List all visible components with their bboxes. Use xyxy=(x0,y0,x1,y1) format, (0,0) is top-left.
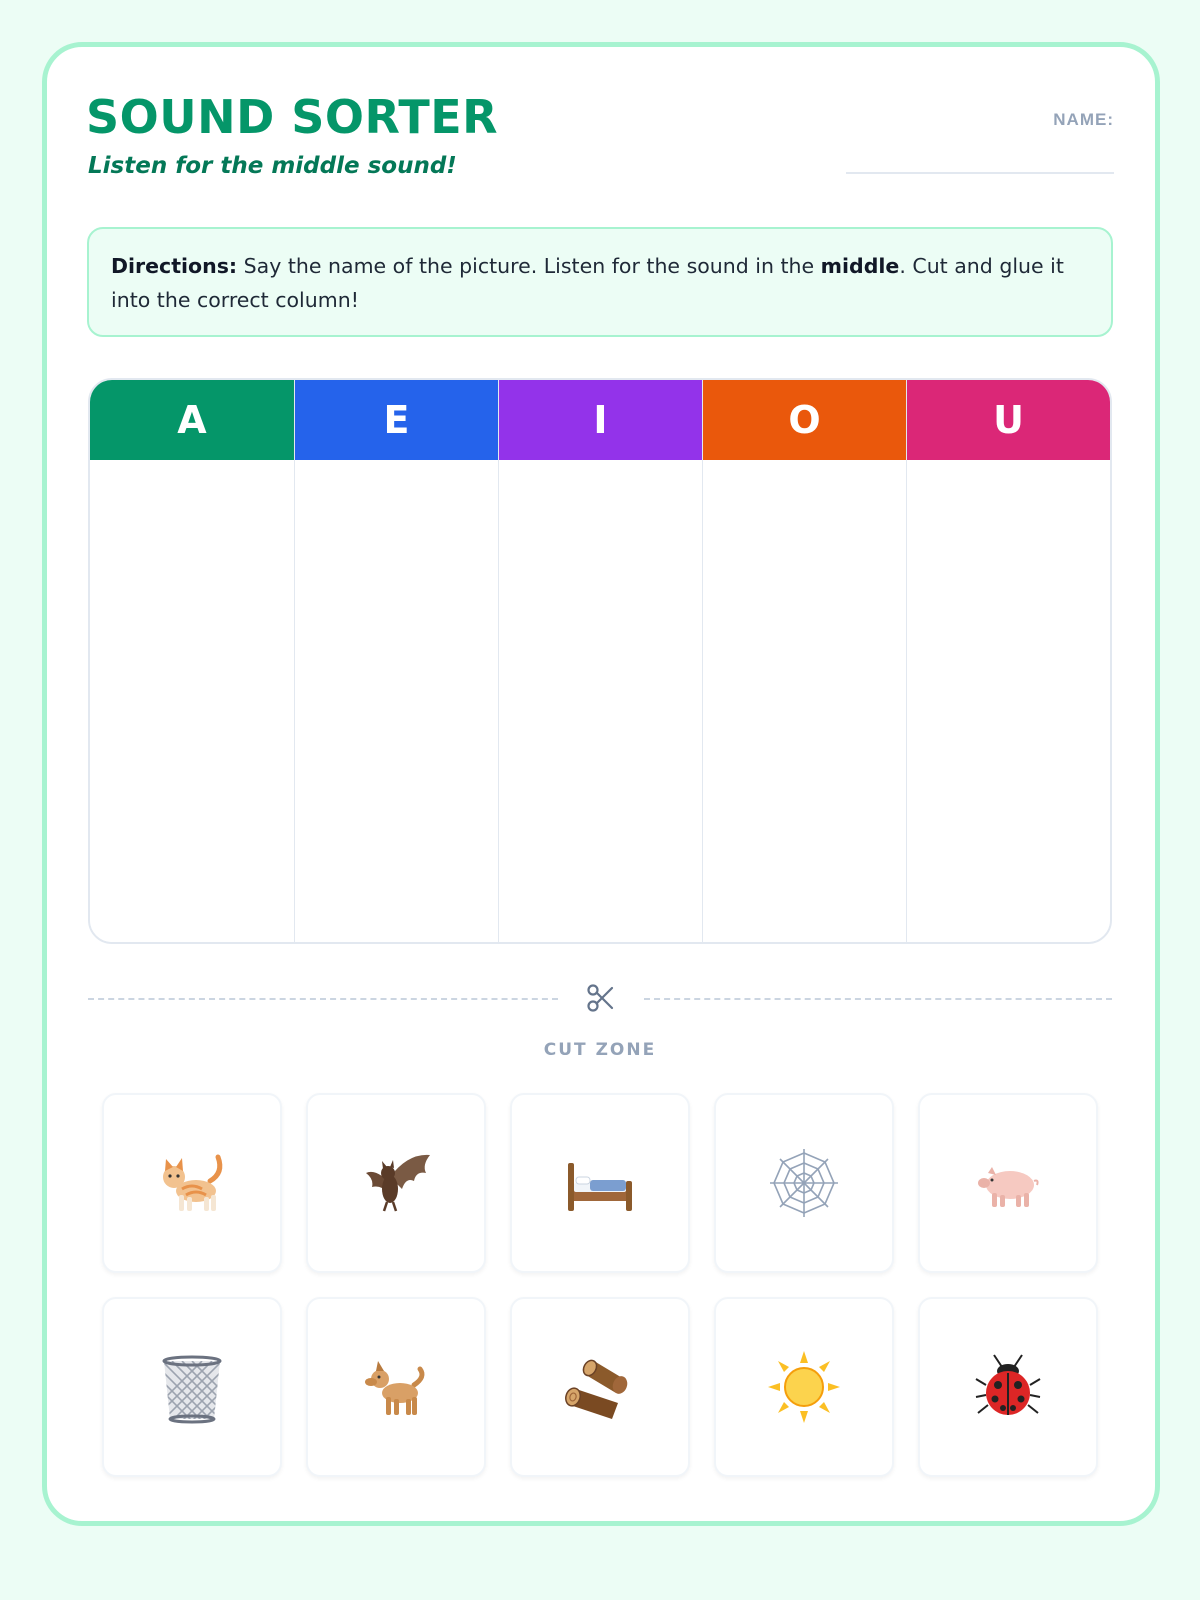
column-drop-area-o[interactable] xyxy=(703,460,906,942)
spider-web-icon xyxy=(764,1143,844,1223)
picture-card-basket[interactable] xyxy=(102,1297,282,1477)
page-subtitle: Listen for the middle sound! xyxy=(88,153,457,179)
bat-icon xyxy=(356,1143,436,1223)
picture-card-sun[interactable] xyxy=(714,1297,894,1477)
cat-icon xyxy=(152,1143,232,1223)
column-header-o: O xyxy=(703,380,906,460)
picture-card-web[interactable] xyxy=(714,1093,894,1273)
cut-line-left xyxy=(88,998,558,1000)
pig-icon xyxy=(968,1143,1048,1223)
column-a xyxy=(90,380,294,942)
directions-box xyxy=(87,227,1113,337)
picture-cards xyxy=(102,1093,1098,1477)
picture-card-log[interactable] xyxy=(510,1297,690,1477)
column-drop-area-e[interactable] xyxy=(295,460,498,942)
bed-icon xyxy=(560,1143,640,1223)
column-header-a: A xyxy=(90,380,294,460)
column-drop-area-a[interactable] xyxy=(90,460,294,942)
picture-card-ladybug[interactable] xyxy=(918,1297,1098,1477)
column-header-e: E xyxy=(295,380,498,460)
cut-zone-label: CUT ZONE xyxy=(543,1040,657,1060)
directions-lead: Directions: xyxy=(111,254,238,278)
picture-card-pig[interactable] xyxy=(918,1093,1098,1273)
directions-emphasis: middle xyxy=(820,254,900,278)
column-header-u: U xyxy=(907,380,1110,460)
column-i xyxy=(498,380,702,942)
ladybug-icon xyxy=(968,1347,1048,1427)
picture-card-bat[interactable] xyxy=(306,1093,486,1273)
sun-icon xyxy=(764,1347,844,1427)
log-icon xyxy=(560,1347,640,1427)
directions-text-2: . Cut and glue it into the correct column! xyxy=(111,254,1064,312)
wastebasket-icon xyxy=(152,1347,232,1427)
picture-card-bed[interactable] xyxy=(510,1093,690,1273)
picture-card-dog[interactable] xyxy=(306,1297,486,1477)
name-write-line[interactable] xyxy=(846,172,1114,174)
page-title: SOUND SORTER xyxy=(86,90,499,144)
name-label: NAME: xyxy=(1053,110,1114,129)
column-u xyxy=(906,380,1110,942)
column-e xyxy=(294,380,498,942)
dog-icon xyxy=(356,1347,436,1427)
cut-line-right xyxy=(644,998,1112,1000)
column-drop-area-i[interactable] xyxy=(499,460,702,942)
picture-card-cat[interactable] xyxy=(102,1093,282,1273)
scissors-icon xyxy=(584,982,616,1014)
column-header-i: I xyxy=(499,380,702,460)
directions-text-1: Say the name of the picture. Listen for the sound in the xyxy=(237,254,821,278)
column-o xyxy=(702,380,906,942)
vowel-sort-table xyxy=(88,378,1112,944)
column-drop-area-u[interactable] xyxy=(907,460,1110,942)
